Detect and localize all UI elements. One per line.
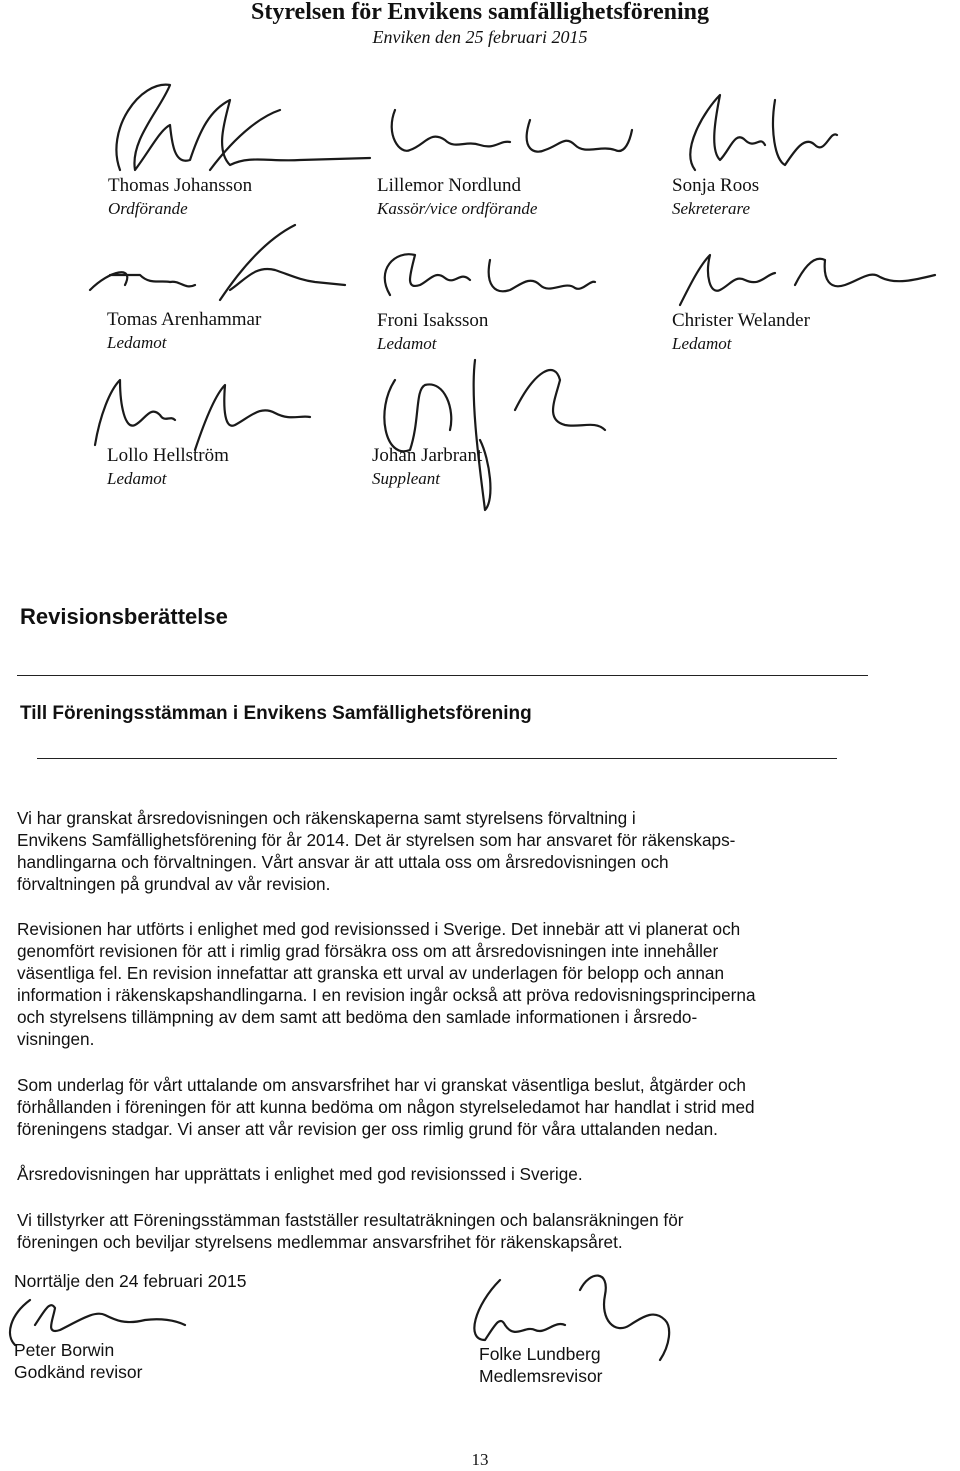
signatory-role: Ordförande [108, 199, 188, 218]
signatory-role: Kassör/vice ordförande [377, 199, 538, 218]
auditor-role: Godkänd revisor [14, 1362, 143, 1382]
report-line: genomfört revisionen för att i rimlig grad försäkra oss om att årsredovisningen inte innehåller [17, 941, 719, 961]
report-line: Vi har granskat årsredovisningen och räkenskaperna samt styrelsens förvaltning i [17, 808, 636, 828]
report-title: Revisionsberättelse [20, 604, 228, 629]
report-paragraph [17, 1163, 847, 1185]
report-paragraph [17, 1074, 847, 1140]
signature-block [85, 375, 345, 495]
signature-block [665, 245, 945, 360]
signatory-name: Lollo Hellström [107, 445, 229, 466]
report-line: information i räkenskapshandlingarna. I en revision ingår också att pröva redovisningsprinciperna [17, 985, 756, 1005]
header-place-date: Enviken den 25 februari 2015 [372, 27, 588, 47]
signatory-name: Sonja Roos [672, 175, 760, 196]
report-line: förhållanden i föreningen för att kunna bedöma om någon styrelseledamot har handlat i strid med [17, 1097, 755, 1117]
signatory-role: Sekreterare [672, 199, 751, 218]
handwritten-signature [370, 100, 640, 170]
signature-block [365, 350, 625, 520]
handwritten-signature [80, 220, 360, 310]
report-addressee: Till Föreningsstämman i Envikens Samfällighetsförening [20, 703, 532, 724]
auditor-name: Peter Borwin [14, 1340, 115, 1360]
report-paragraph [17, 1209, 847, 1253]
handwritten-signature [665, 245, 940, 310]
report-line: Envikens Samfällighetsförening för år 2014. Det är styrelsen som har ansvaret för räkenskaps- [17, 830, 736, 850]
document-header [0, 0, 960, 50]
report-place-date: Norrtälje den 24 februari 2015 [14, 1271, 247, 1291]
signatory-role: Ledamot [107, 469, 167, 488]
handwritten-signature [665, 90, 845, 185]
signatory-name: Lillemor Nordlund [377, 175, 522, 196]
report-line: förvaltningen på grundval av vår revision. [17, 874, 331, 894]
divider [37, 758, 837, 759]
report-line: och styrelsens tillämpning av dem samt att bedöma den samlade informationen i årsredo- [17, 1007, 698, 1027]
auditor-name: Folke Lundberg [479, 1344, 601, 1364]
signatory-name: Tomas Arenhammar [107, 309, 262, 330]
report-line: föreningen och beviljar styrelsens medlemmar ansvarsfrihet för räkenskapsåret. [17, 1232, 623, 1252]
auditor-role: Medlemsrevisor [479, 1366, 603, 1386]
report-line: Årsredovisningen har upprättats i enlighet med god revisionssed i Sverige. [17, 1164, 583, 1184]
signature-block [100, 70, 380, 220]
organization-title: Styrelsen för Envikens samfällighetsförening [250, 0, 710, 25]
page-number: 13 [471, 1450, 489, 1469]
signatory-name: Thomas Johansson [108, 175, 253, 196]
signature-block [80, 220, 370, 360]
report-line: visningen. [17, 1029, 95, 1049]
report-line: Vi tillstyrker att Föreningsstämman fastställer resultaträkningen och balansräkningen för [17, 1210, 684, 1230]
signature-block [665, 90, 865, 220]
report-line: Som underlag för vårt uttalande om ansvarsfrihet har vi granskat väsentliga beslut, åtgärder och [17, 1075, 746, 1095]
signature-block [370, 100, 650, 220]
handwritten-signature [370, 240, 600, 305]
report-line: Revisionen har utförts i enlighet med god revisionssed i Sverige. Det innebär att vi planerat och [17, 919, 741, 939]
handwritten-signature [365, 350, 615, 515]
signatory-role: Ledamot [107, 333, 167, 352]
divider [17, 675, 868, 676]
signatory-role: Ledamot [377, 334, 437, 353]
signatory-role: Ledamot [672, 334, 732, 353]
report-line: väsentliga fel. En revision innefattar att granska ett urval av underlagen för belopp och annan [17, 963, 725, 983]
report-line: handlingarna och förvaltningen. Vårt ansvar är att uttala oss om årsredovisningen och [17, 852, 669, 872]
report-paragraph [17, 918, 847, 1050]
report-paragraph [17, 807, 847, 895]
report-line: föreningens stadgar. Vi anser att vår revision ger oss rimlig grund för våra uttalanden nedan. [17, 1119, 718, 1139]
signatory-name: Froni Isaksson [377, 310, 489, 331]
signatory-name: Christer Welander [672, 310, 810, 331]
signature-block [370, 240, 630, 360]
signatory-name: Johan Jarbrant [372, 445, 483, 466]
signatory-role: Suppleant [372, 469, 440, 488]
handwritten-signature [100, 70, 380, 190]
handwritten-signature [85, 375, 325, 455]
